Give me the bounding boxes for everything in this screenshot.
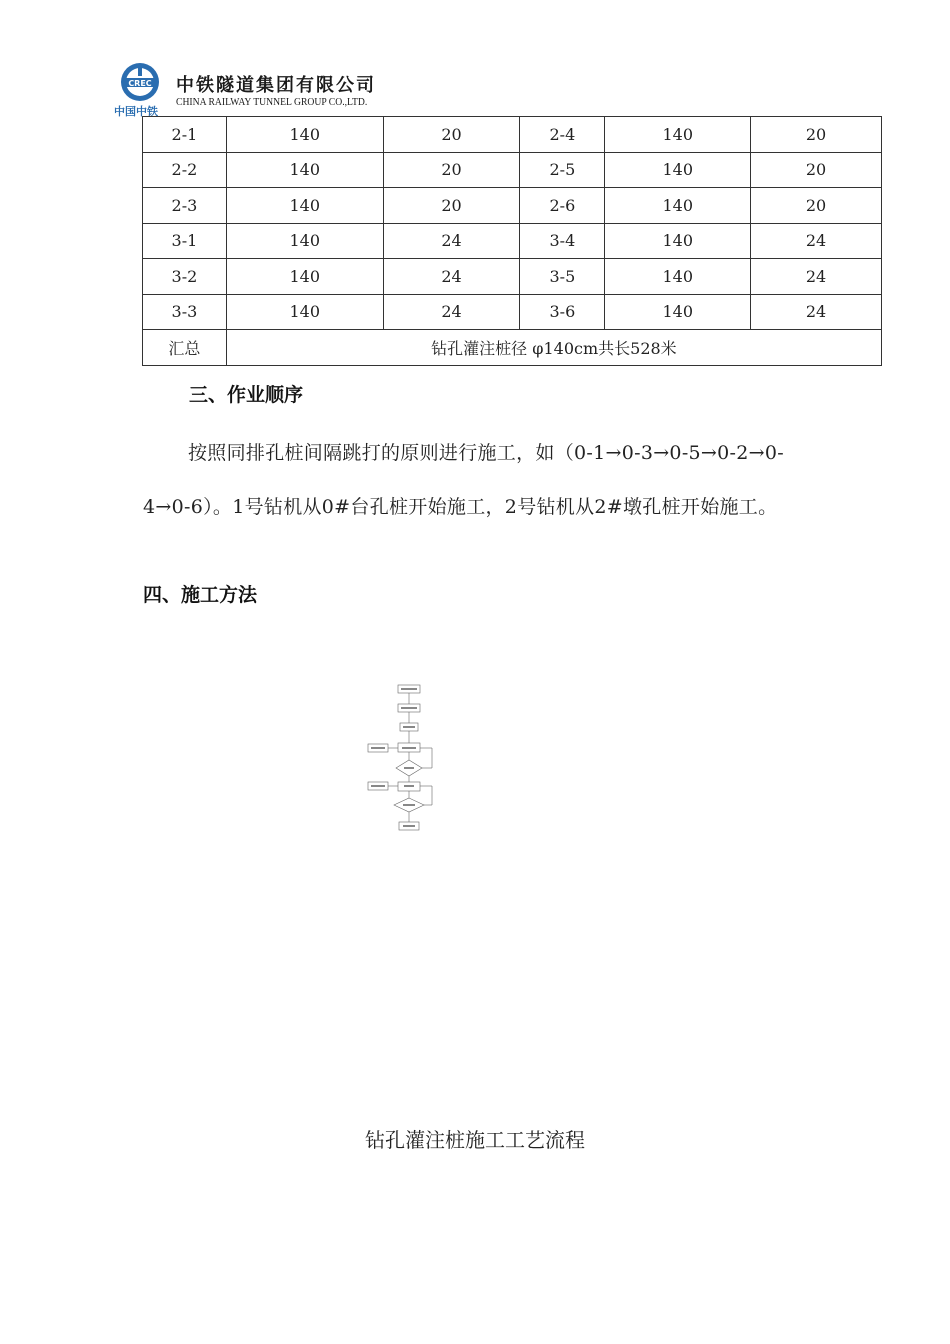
table-row: [143, 188, 882, 224]
table-cell: 3-4: [520, 223, 605, 259]
table-cell: 20: [383, 152, 520, 188]
page-header: [112, 62, 412, 118]
table-cell: 140: [226, 188, 383, 224]
table-cell: 140: [226, 294, 383, 330]
table-cell: 20: [751, 188, 882, 224]
table-cell: 20: [751, 152, 882, 188]
table-cell: 140: [226, 259, 383, 295]
table-cell: 20: [383, 188, 520, 224]
table-row: [143, 259, 882, 295]
table-cell: 140: [605, 117, 751, 153]
pile-length-table: [142, 116, 882, 366]
table-cell: 140: [226, 223, 383, 259]
company-name-en: CHINA RAILWAY TUNNEL GROUP CO.,LTD.: [176, 97, 368, 108]
table-cell: 20: [751, 117, 882, 153]
logo-mark-text: CREC: [128, 79, 152, 88]
table-cell: 140: [605, 188, 751, 224]
table-cell: 2-6: [520, 188, 605, 224]
table-cell: 140: [226, 152, 383, 188]
table-cell: 2-5: [520, 152, 605, 188]
section-heading-method: 四、施工方法: [143, 584, 258, 606]
figure-caption: 钻孔灌注桩施工工艺流程: [365, 1128, 585, 1152]
table-cell: 24: [751, 223, 882, 259]
summary-label: 汇总: [143, 330, 227, 366]
table-cell: 24: [383, 223, 520, 259]
table-cell: 2-3: [143, 188, 227, 224]
table-cell: 140: [605, 294, 751, 330]
table-summary-row: [143, 330, 882, 366]
table-row: [143, 294, 882, 330]
table-row: [143, 223, 882, 259]
table-cell: 3-6: [520, 294, 605, 330]
construction-flowchart: [360, 680, 450, 840]
table-cell: 140: [226, 117, 383, 153]
table-cell: 20: [383, 117, 520, 153]
section-body-sequence: 按照同排孔桩间隔跳打的原则进行施工，如（0-1→0-3→0-5→0-2→0-4→0-6）。1号钻机从0#台孔桩开始施工，2号钻机从2#墩孔桩开始施工。: [143, 442, 784, 518]
table-cell: 140: [605, 223, 751, 259]
table-cell: 3-5: [520, 259, 605, 295]
company-name-cn: 中铁隧道集团有限公司: [176, 75, 376, 96]
summary-value: 钻孔灌注桩径 φ140cm共长528米: [226, 330, 881, 366]
table-row: [143, 152, 882, 188]
table-cell: 24: [751, 294, 882, 330]
table-cell: 24: [383, 259, 520, 295]
table-cell: 140: [605, 259, 751, 295]
table-row: [143, 117, 882, 153]
table-cell: 3-1: [143, 223, 227, 259]
table-cell: 2-4: [520, 117, 605, 153]
table-cell: 2-1: [143, 117, 227, 153]
logo-subtitle: 中国中铁: [114, 105, 158, 118]
table-cell: 3-2: [143, 259, 227, 295]
table-cell: 2-2: [143, 152, 227, 188]
table-cell: 140: [605, 152, 751, 188]
table-cell: 24: [751, 259, 882, 295]
table-cell: 24: [383, 294, 520, 330]
table-cell: 3-3: [143, 294, 227, 330]
section-heading-sequence: 三、作业顺序: [189, 384, 304, 406]
